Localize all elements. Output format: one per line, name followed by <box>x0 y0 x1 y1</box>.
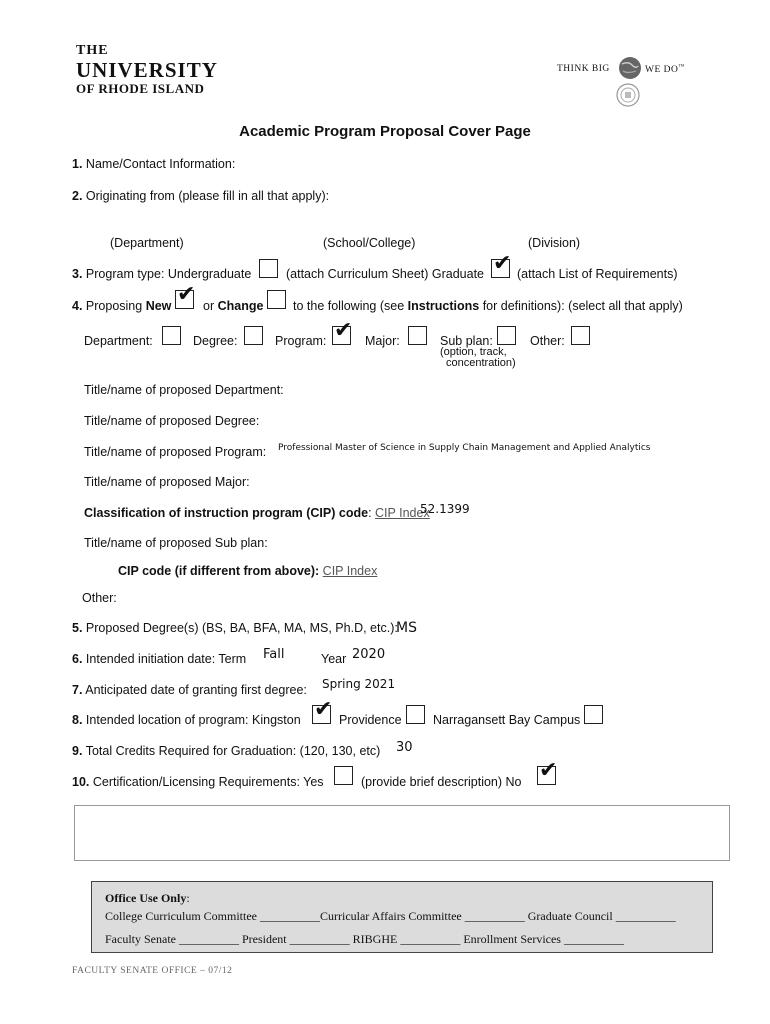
question-8 <box>72 713 301 727</box>
q4-new: New <box>145 299 172 313</box>
globe-icon <box>616 55 644 81</box>
title-program: Title/name of proposed Program: <box>84 445 267 459</box>
undergraduate-checkbox[interactable] <box>259 259 278 278</box>
logo-line-2: UNIVERSITY <box>76 58 218 82</box>
question-6 <box>72 652 246 666</box>
page-title: Academic Program Proposal Cover Page <box>239 123 531 140</box>
option-department-label: Department: <box>84 334 153 348</box>
question-2 <box>72 189 329 203</box>
office-use-box <box>91 881 713 953</box>
check-icon: ✔ <box>539 758 558 783</box>
q4-rest <box>293 299 683 313</box>
q4-instructions: Instructions <box>407 299 480 313</box>
office-row-1 <box>105 909 676 924</box>
q7-num: 7. <box>72 683 83 697</box>
q5-num: 5. <box>72 621 83 635</box>
major-checkbox[interactable] <box>408 326 427 345</box>
q4-or: or <box>203 299 215 313</box>
office-title-colon: : <box>186 891 190 905</box>
school-label: (School/College) <box>323 236 416 250</box>
other-checkbox[interactable] <box>571 326 590 345</box>
option-program-label: Program: <box>275 334 327 348</box>
q10-mid: (provide brief description) No <box>361 775 522 789</box>
title-other: Other: <box>82 591 117 605</box>
program-value: Professional Master of Science in Supply Chain Management and Applied Analytics <box>278 443 651 453</box>
option-major-label: Major: <box>365 334 400 348</box>
logo-line-3: OF RHODE ISLAND <box>76 81 205 96</box>
check-icon: ✔ <box>493 251 512 276</box>
q4-change: Change <box>217 299 264 313</box>
question-10 <box>72 775 324 789</box>
cip-value: 52.1399 <box>420 502 470 516</box>
check-icon: ✔ <box>334 318 353 343</box>
degree-checkbox[interactable] <box>244 326 263 345</box>
q9-text: Total Credits Required for Graduation: (120, 130, etc) <box>85 744 381 758</box>
q5-text: Proposed Degree(s) (BS, BA, BFA, MA, MS, Ph.D, etc.): <box>85 621 398 635</box>
university-logo <box>76 43 218 97</box>
q6-year-value: 2020 <box>352 647 386 662</box>
q8-providence: Providence <box>339 713 402 727</box>
narragansett-checkbox[interactable] <box>584 705 603 724</box>
q9-value: 30 <box>396 740 413 755</box>
cip2-label: CIP code (if different from above): <box>118 564 320 578</box>
tagline-left: THINK BIG <box>557 64 610 74</box>
q10-text: Certification/Licensing Requirements: Yes <box>92 775 324 789</box>
q3-post: (attach List of Requirements) <box>517 267 678 281</box>
office-fs: Faculty Senate __________ <box>105 932 239 946</box>
title-degree: Title/name of proposed Degree: <box>84 414 260 428</box>
q1-num: 1. <box>72 157 83 171</box>
q6-text: Intended initiation date: Term <box>85 652 247 666</box>
cip2-row <box>118 564 377 578</box>
q4-mid: to the following (see <box>293 299 405 313</box>
footer: FACULTY SENATE OFFICE – 07/12 <box>72 966 233 976</box>
question-4 <box>72 299 171 313</box>
office-enrollment: Enrollment Services __________ <box>463 932 624 946</box>
q3-pre: Program type: Undergraduate <box>85 267 252 281</box>
cip-label: Classification of instruction program (CIP) code <box>84 506 369 520</box>
q10-num: 10. <box>72 775 90 789</box>
q7-value: Spring 2021 <box>322 677 396 691</box>
q4-pre: Proposing <box>85 299 143 313</box>
q3-num: 3. <box>72 267 83 281</box>
q6-term-value: Fall <box>263 647 285 662</box>
question-7 <box>72 683 307 697</box>
providence-checkbox[interactable] <box>406 705 425 724</box>
graduate-checkbox[interactable] <box>491 251 512 278</box>
option-degree-label: Degree: <box>193 334 238 348</box>
certification-yes-checkbox[interactable] <box>334 766 353 785</box>
q8-text: Intended location of program: Kingston <box>85 713 301 727</box>
q9-num: 9. <box>72 744 83 758</box>
q6-year-label: Year <box>321 652 347 666</box>
q1-text: Name/Contact Information: <box>85 157 236 171</box>
department-label: (Department) <box>110 236 184 250</box>
certification-no-checkbox[interactable] <box>537 758 558 785</box>
office-row-2 <box>105 932 624 947</box>
division-label: (Division) <box>528 236 581 250</box>
q6-num: 6. <box>72 652 83 666</box>
cip-index-link[interactable]: CIP Index <box>375 506 430 520</box>
tagline <box>557 64 610 74</box>
office-ccc: College Curriculum Committee __________ <box>105 909 320 923</box>
office-cac: Curricular Affairs Committee __________ <box>319 909 525 923</box>
q3-mid: (attach Curriculum Sheet) Graduate <box>286 267 485 281</box>
kingston-checkbox[interactable] <box>312 697 333 724</box>
check-icon: ✔ <box>314 697 333 722</box>
department-checkbox[interactable] <box>162 326 181 345</box>
office-ribghe: RIBGHE __________ <box>352 932 461 946</box>
question-1 <box>72 157 235 171</box>
certification-description-field[interactable] <box>74 805 730 861</box>
program-checkbox[interactable] <box>332 318 353 345</box>
title-department: Title/name of proposed Department: <box>84 383 284 397</box>
title-major: Title/name of proposed Major: <box>84 475 250 489</box>
question-9 <box>72 744 380 758</box>
office-gc: Graduate Council __________ <box>527 909 676 923</box>
subplan-checkbox[interactable] <box>497 326 516 345</box>
cip2-index-link[interactable]: CIP Index <box>322 564 378 578</box>
cip-row <box>84 506 430 520</box>
subplan-note-2: concentration) <box>446 357 516 369</box>
q2-num: 2. <box>72 189 83 203</box>
option-subplan-label: Sub plan: <box>440 334 493 348</box>
tagline-right: WE DO <box>645 65 679 76</box>
question-3 <box>72 267 251 281</box>
office-title: Office Use Only <box>105 891 187 905</box>
q5-value: MS <box>396 620 417 636</box>
new-checkbox[interactable] <box>175 282 196 309</box>
q7-text: Anticipated date of granting first degree: <box>85 683 307 697</box>
seal-icon <box>615 82 641 108</box>
cip-colon: : <box>368 506 372 520</box>
subplan-note-1: (option, track, <box>440 346 507 358</box>
logo-line-1: THE <box>76 43 109 58</box>
q4-num: 4. <box>72 299 83 313</box>
q2-text: Originating from (please fill in all that apply): <box>85 189 330 203</box>
change-checkbox[interactable] <box>267 290 286 309</box>
q4-or-wrap <box>203 299 263 313</box>
check-icon: ✔ <box>177 282 196 307</box>
title-subplan: Title/name of proposed Sub plan: <box>84 536 268 550</box>
trademark: ™ <box>678 64 685 70</box>
office-title-wrap <box>105 891 190 906</box>
tagline-right-wrap <box>645 64 685 75</box>
q8-num: 8. <box>72 713 83 727</box>
option-other-label: Other: <box>530 334 565 348</box>
subplan-note <box>440 347 516 369</box>
q4-post: for definitions): (select all that apply) <box>482 299 683 313</box>
question-5 <box>72 621 398 635</box>
q8-narragansett: Narragansett Bay Campus <box>433 713 581 727</box>
office-president: President __________ <box>241 932 350 946</box>
